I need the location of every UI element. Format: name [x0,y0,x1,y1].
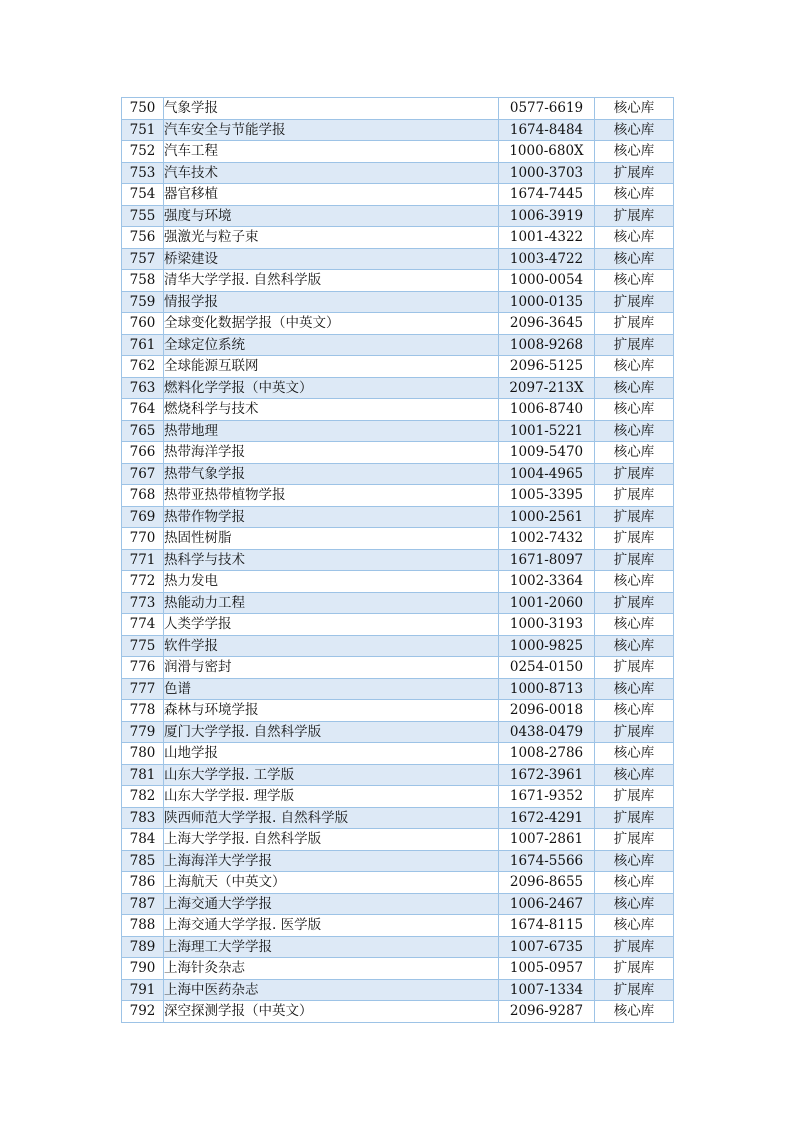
table-row [122,141,674,163]
table-row [122,162,674,184]
journal-issn: 2096-3645 [499,313,595,335]
journal-name: 上海大学学报. 自然科学版 [164,829,499,851]
journal-name: 热带气象学报 [164,463,499,485]
journal-category: 扩展库 [595,657,674,679]
row-number: 754 [122,184,164,206]
table-row [122,807,674,829]
journal-category: 扩展库 [595,979,674,1001]
table-row [122,248,674,270]
table-row [122,184,674,206]
table-row [122,829,674,851]
table-row [122,442,674,464]
journal-category: 扩展库 [595,313,674,335]
journal-category: 核心库 [595,850,674,872]
table-row [122,979,674,1001]
row-number: 771 [122,549,164,571]
table-row [122,614,674,636]
journal-issn: 1672-4291 [499,807,595,829]
journal-issn: 1672-3961 [499,764,595,786]
journal-name: 气象学报 [164,98,499,120]
journal-name: 软件学报 [164,635,499,657]
row-number: 792 [122,1001,164,1023]
table-row [122,528,674,550]
row-number: 786 [122,872,164,894]
journal-category: 扩展库 [595,485,674,507]
journal-name: 上海针灸杂志 [164,958,499,980]
row-number: 761 [122,334,164,356]
journal-name: 全球定位系统 [164,334,499,356]
journal-category: 核心库 [595,614,674,636]
journal-name: 强度与环境 [164,205,499,227]
journal-category: 核心库 [595,377,674,399]
journal-category: 扩展库 [595,958,674,980]
journal-name: 上海理工大学学报 [164,936,499,958]
journal-category: 扩展库 [595,506,674,528]
table-row [122,313,674,335]
table-row [122,506,674,528]
row-number: 759 [122,291,164,313]
journal-category: 核心库 [595,119,674,141]
row-number: 784 [122,829,164,851]
journal-name: 深空探测学报（中英文） [164,1001,499,1023]
journal-name: 全球能源互联网 [164,356,499,378]
table-row [122,119,674,141]
journal-category: 扩展库 [595,291,674,313]
journal-category: 核心库 [595,184,674,206]
journal-category: 扩展库 [595,528,674,550]
journal-category: 扩展库 [595,786,674,808]
journal-issn: 1006-8740 [499,399,595,421]
journal-name: 桥梁建设 [164,248,499,270]
row-number: 755 [122,205,164,227]
journal-name: 陕西师范大学学报. 自然科学版 [164,807,499,829]
table-row [122,205,674,227]
table-row [122,635,674,657]
row-number: 785 [122,850,164,872]
row-number: 788 [122,915,164,937]
journal-issn: 1002-7432 [499,528,595,550]
journal-issn: 1000-0135 [499,291,595,313]
row-number: 783 [122,807,164,829]
journal-name: 上海海洋大学学报 [164,850,499,872]
journal-category: 核心库 [595,420,674,442]
table-row [122,893,674,915]
journal-name: 润滑与密封 [164,657,499,679]
table-row [122,356,674,378]
journal-category: 扩展库 [595,463,674,485]
journal-category: 核心库 [595,270,674,292]
row-number: 781 [122,764,164,786]
journal-category: 核心库 [595,1001,674,1023]
journal-category: 核心库 [595,678,674,700]
row-number: 753 [122,162,164,184]
journal-name: 热科学与技术 [164,549,499,571]
table-row [122,549,674,571]
journal-name: 燃料化学学报（中英文） [164,377,499,399]
row-number: 777 [122,678,164,700]
row-number: 774 [122,614,164,636]
journal-name: 全球变化数据学报（中英文） [164,313,499,335]
row-number: 766 [122,442,164,464]
journal-issn: 1674-8484 [499,119,595,141]
journal-name: 热能动力工程 [164,592,499,614]
table-row [122,227,674,249]
row-number: 773 [122,592,164,614]
row-number: 782 [122,786,164,808]
journal-category: 核心库 [595,743,674,765]
journal-name: 器官移植 [164,184,499,206]
journal-category: 扩展库 [595,592,674,614]
journal-name: 人类学学报 [164,614,499,636]
table-row [122,377,674,399]
row-number: 764 [122,399,164,421]
row-number: 789 [122,936,164,958]
table-row [122,291,674,313]
journal-category: 核心库 [595,635,674,657]
journal-issn: 1001-2060 [499,592,595,614]
row-number: 791 [122,979,164,1001]
journal-name: 强激光与粒子束 [164,227,499,249]
journal-issn: 0254-0150 [499,657,595,679]
journal-issn: 1000-680X [499,141,595,163]
journal-name: 汽车安全与节能学报 [164,119,499,141]
journal-issn: 1005-3395 [499,485,595,507]
row-number: 767 [122,463,164,485]
row-number: 760 [122,313,164,335]
journal-issn: 1008-9268 [499,334,595,356]
journal-issn: 1007-1334 [499,979,595,1001]
journal-issn: 1000-0054 [499,270,595,292]
journal-table [121,97,674,1023]
journal-category: 核心库 [595,98,674,120]
journal-issn: 1000-3193 [499,614,595,636]
table-row [122,700,674,722]
row-number: 757 [122,248,164,270]
journal-issn: 2096-5125 [499,356,595,378]
journal-issn: 1006-3919 [499,205,595,227]
journal-name: 森林与环境学报 [164,700,499,722]
journal-issn: 1008-2786 [499,743,595,765]
journal-issn: 1007-6735 [499,936,595,958]
journal-issn: 1671-8097 [499,549,595,571]
journal-issn: 1000-8713 [499,678,595,700]
journal-issn: 1007-2861 [499,829,595,851]
row-number: 776 [122,657,164,679]
journal-name: 山东大学学报. 工学版 [164,764,499,786]
journal-issn: 1000-9825 [499,635,595,657]
journal-issn: 2096-8655 [499,872,595,894]
row-number: 787 [122,893,164,915]
journal-category: 扩展库 [595,829,674,851]
row-number: 750 [122,98,164,120]
table-row [122,678,674,700]
journal-issn: 1005-0957 [499,958,595,980]
journal-name: 热带作物学报 [164,506,499,528]
journal-category: 核心库 [595,227,674,249]
journal-category: 扩展库 [595,721,674,743]
journal-name: 上海交通大学学报 [164,893,499,915]
journal-issn: 1006-2467 [499,893,595,915]
journal-category: 核心库 [595,248,674,270]
journal-category: 扩展库 [595,936,674,958]
table-row [122,98,674,120]
journal-issn: 1001-4322 [499,227,595,249]
journal-issn: 2096-0018 [499,700,595,722]
row-number: 778 [122,700,164,722]
journal-category: 扩展库 [595,549,674,571]
table-row [122,463,674,485]
journal-table-body [122,98,674,1023]
journal-name: 汽车工程 [164,141,499,163]
row-number: 779 [122,721,164,743]
journal-issn: 0577-6619 [499,98,595,120]
table-row [122,1001,674,1023]
row-number: 751 [122,119,164,141]
journal-category: 核心库 [595,141,674,163]
journal-name: 清华大学学报. 自然科学版 [164,270,499,292]
journal-name: 色谱 [164,678,499,700]
journal-name: 上海交通大学学报. 医学版 [164,915,499,937]
table-row [122,958,674,980]
journal-issn: 1004-4965 [499,463,595,485]
table-row [122,743,674,765]
journal-issn: 2096-9287 [499,1001,595,1023]
row-number: 770 [122,528,164,550]
row-number: 768 [122,485,164,507]
journal-category: 核心库 [595,442,674,464]
table-row [122,270,674,292]
journal-name: 燃烧科学与技术 [164,399,499,421]
row-number: 762 [122,356,164,378]
row-number: 752 [122,141,164,163]
journal-category: 核心库 [595,764,674,786]
journal-name: 热带地理 [164,420,499,442]
journal-issn: 1674-7445 [499,184,595,206]
journal-category: 核心库 [595,571,674,593]
journal-issn: 0438-0479 [499,721,595,743]
journal-name: 热带海洋学报 [164,442,499,464]
table-row [122,764,674,786]
journal-issn: 1671-9352 [499,786,595,808]
table-row [122,915,674,937]
table-row [122,399,674,421]
journal-category: 核心库 [595,399,674,421]
table-row [122,334,674,356]
row-number: 775 [122,635,164,657]
journal-category: 扩展库 [595,205,674,227]
row-number: 780 [122,743,164,765]
row-number: 763 [122,377,164,399]
row-number: 765 [122,420,164,442]
journal-issn: 1009-5470 [499,442,595,464]
row-number: 790 [122,958,164,980]
table-row [122,420,674,442]
row-number: 769 [122,506,164,528]
journal-issn: 1002-3364 [499,571,595,593]
journal-category: 核心库 [595,915,674,937]
row-number: 756 [122,227,164,249]
table-row [122,657,674,679]
journal-name: 山东大学学报. 理学版 [164,786,499,808]
journal-name: 情报学报 [164,291,499,313]
table-row [122,786,674,808]
journal-issn: 2097-213X [499,377,595,399]
table-row [122,872,674,894]
journal-issn: 1674-5566 [499,850,595,872]
journal-issn: 1001-5221 [499,420,595,442]
row-number: 758 [122,270,164,292]
journal-category: 核心库 [595,893,674,915]
journal-category: 扩展库 [595,334,674,356]
journal-issn: 1000-2561 [499,506,595,528]
journal-category: 扩展库 [595,807,674,829]
journal-name: 热力发电 [164,571,499,593]
table-row [122,721,674,743]
journal-category: 核心库 [595,356,674,378]
table-row [122,485,674,507]
table-row [122,850,674,872]
journal-name: 上海航天（中英文） [164,872,499,894]
journal-name: 汽车技术 [164,162,499,184]
journal-name: 厦门大学学报. 自然科学版 [164,721,499,743]
journal-name: 山地学报 [164,743,499,765]
journal-name: 热固性树脂 [164,528,499,550]
journal-category: 扩展库 [595,162,674,184]
journal-category: 核心库 [595,700,674,722]
journal-issn: 1000-3703 [499,162,595,184]
row-number: 772 [122,571,164,593]
journal-name: 上海中医药杂志 [164,979,499,1001]
table-row [122,592,674,614]
table-row [122,571,674,593]
table-row [122,936,674,958]
journal-issn: 1003-4722 [499,248,595,270]
journal-name: 热带亚热带植物学报 [164,485,499,507]
journal-category: 核心库 [595,872,674,894]
journal-issn: 1674-8115 [499,915,595,937]
